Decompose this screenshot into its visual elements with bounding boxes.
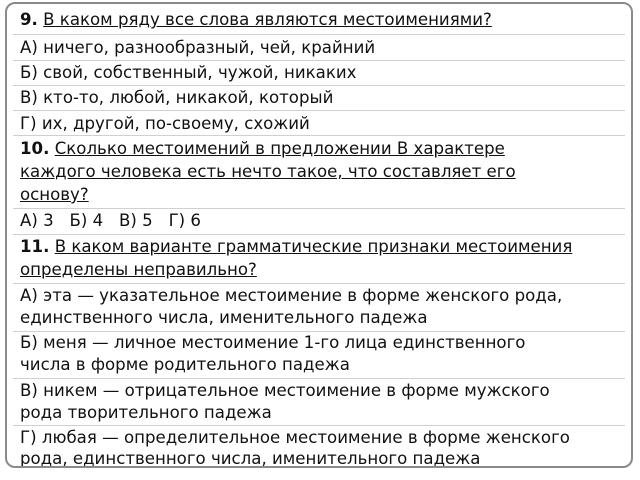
option-a: А) эта — указательное местоимение в форме женского рода, <box>20 286 563 305</box>
question-text-line: каждого человека есть нечто такое, что составляет его <box>20 162 516 181</box>
option-d: Г) 6 <box>168 211 201 230</box>
question-text: В каком ряду все слова являются местоимениями? <box>43 10 492 29</box>
question-number: 10. <box>20 139 50 158</box>
question-number: 9. <box>20 10 38 29</box>
option-c: В) кто-то, любой, никакой, который <box>20 88 334 107</box>
quiz-card <box>5 2 633 468</box>
answer-options <box>20 210 201 232</box>
question-number: 11. <box>20 237 50 256</box>
question-text-line: В каком варианте грамматические признаки местоимения <box>54 237 573 256</box>
option-d-cont: рода, единственного числа, именительного падежа <box>20 449 481 468</box>
question-text-line: основу? <box>20 185 89 204</box>
option-a: А) ничего, разнообразный, чей, крайний <box>20 38 376 57</box>
question-10 <box>20 138 505 160</box>
question-9 <box>20 9 492 31</box>
option-b: Б) 4 <box>69 211 104 230</box>
option-b-cont: числа в форме родительного падежа <box>20 355 350 374</box>
option-b: Б) свой, собственный, чужой, никаких <box>20 63 357 82</box>
option-d: Г) любая — определительное местоимение в форме женского <box>20 428 570 447</box>
option-c: В) 5 <box>119 211 153 230</box>
option-c: В) никем — отрицательное местоимение в форме мужского <box>20 381 550 400</box>
question-text-line: Сколько местоимений в предложении В характере <box>54 139 505 158</box>
question-11 <box>20 236 572 258</box>
option-c-cont: рода творительного падежа <box>20 403 272 422</box>
option-a: А) 3 <box>20 211 54 230</box>
question-text-line: определены неправильно? <box>20 260 257 279</box>
option-b: Б) меня — личное местоимение 1-го лица единственного <box>20 333 526 352</box>
option-a-cont: единственного числа, именительного падежа <box>20 308 428 327</box>
option-d: Г) их, другой, по-своему, схожий <box>20 114 310 133</box>
